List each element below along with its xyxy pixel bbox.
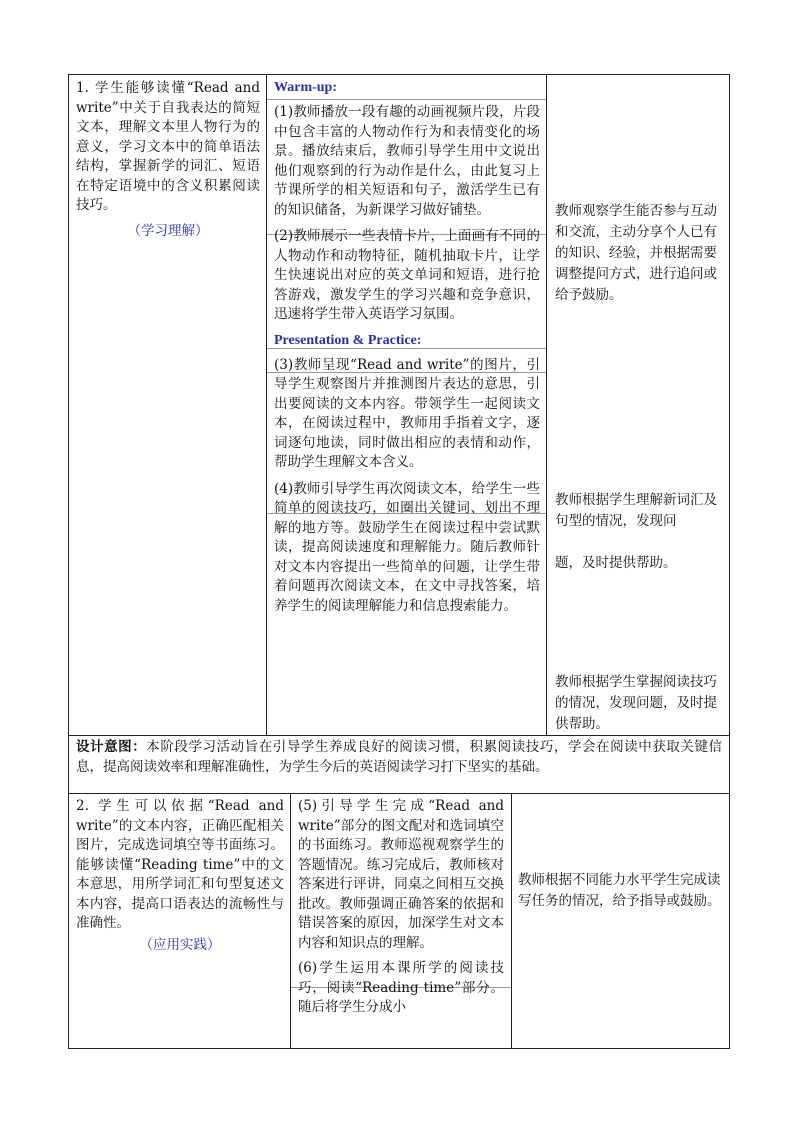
goal-text: 1. 学生能够读懂“Read and write”中关于自我表达的简短文本，理解文本里人物行为的意义，学习文本中的简单语法结构，掌握新学的词汇、短语在特定语境中的含义积累阅读技巧。 [76,80,260,213]
activity-step-5: (5)引导学生完成“Read and write”部分的图文配对和选词填空的书面练习。教师巡视观察学生的答题情况。练习完成后，教师核对答案进行评讲，同桌之间相互交换批改。教师强调正确答案的依据和错误答案的原因，加深学生对文本内容和知识点的理解。 [298,798,504,951]
activity-step-3: (3)教师呈现“Read and write”的图片，引导学生观察图片并推测图片表达的意思，引出要阅读的文本内容。带领学生一起阅读文本，在阅读过程中，教师用手指着文字，逐词逐句地读，同时做出相应的表情和动作，帮助学生理解文本含义。 [274,356,540,470]
design-label: 设计意图： [76,739,147,755]
activity-cell-1 [274,78,540,616]
divider [546,75,547,735]
goal-tag: （学习理解） [127,222,209,239]
divider [69,735,729,736]
goal-cell-1 [76,79,260,241]
evaluation-4: 教师根据不同能力水平学生完成读写任务的情况，给予指导或鼓励。 [518,872,721,909]
design-text: 本阶段学习活动旨在引导学生养成良好的阅读习惯，积累阅读技巧，学会在阅读中获取关键信息，提高阅读效率和理解准确性，为学生今后的英语阅读学习打下坚实的基础。 [76,739,723,775]
goal-cell-2 [76,797,284,955]
goal-text-2: 2. 学生可以依据“Read and write”的文本内容，正确匹配相关图片，完成选词填空等书面练习。能够读懂“Reading time”中的文本意思，用所学词汇和句型复述文本内容，提高口语表达的流畅性与准确性。 [76,798,284,931]
activity-step-1: (1)教师播放一段有趣的动画视频片段，片段中包含丰富的人物动作行为和表情变化的场景。播放结束后，教师引导学生用中文说出他们观察到的行为动作是什么，由此复习上节课所学的相关短语和句子，激活学生已有的知识储备，为新课学习做好铺垫。 [274,104,540,218]
divider [290,793,291,1049]
evaluation-1: 教师观察学生能否参与互动和交流，主动分享个人已有的知识、经验，并根据需要调整提问方式，进行追问或给予鼓励。 [555,203,717,303]
activity-step-2: (2)教师展示一些表情卡片，上面画有不同的人物动作和动物特征，随机抽取卡片，让学生快速说出对应的英文单词和短语，进行抢答游戏，激发学生的学习兴趣和竞争意识，迅速将学生带入英语学习氛围。 [274,228,540,322]
activity-cell-2 [298,797,504,1018]
activity-step-6: (6)学生运用本课所学的阅读技巧，阅读“Reading time”部分。随后将学生分成小 [298,960,504,1015]
design-intent [76,737,722,777]
evaluation-2b: 题，及时提供帮助。 [555,555,677,571]
goal-tag-2: （应用实践） [139,936,221,953]
warmup-heading: Warm-up: [274,80,337,95]
activity-step-4: (4)教师引导学生再次阅读文本，给学生一些简单的阅读技巧，如圈出关键词、划出不理解的地方等。鼓励学生在阅读过程中尝试默读，提高阅读速度和理解能力。随后教师针对文本内容提出一些简单的问题，让学生带着问题再次阅读文本，在文中寻找答案，培养学生的阅读理解能力和信息搜索能力。 [274,480,540,614]
divider [266,75,267,735]
presentation-heading: Presentation & Practice: [274,332,422,348]
evaluation-3: 教师根据学生掌握阅读技巧的情况，发现问题，及时提供帮助。 [555,674,717,732]
lesson-plan-table [68,74,730,1049]
divider [69,793,729,794]
evaluation-2a: 教师根据学生理解新词汇及句型的情况，发现问 [555,492,717,529]
divider [511,793,512,1049]
